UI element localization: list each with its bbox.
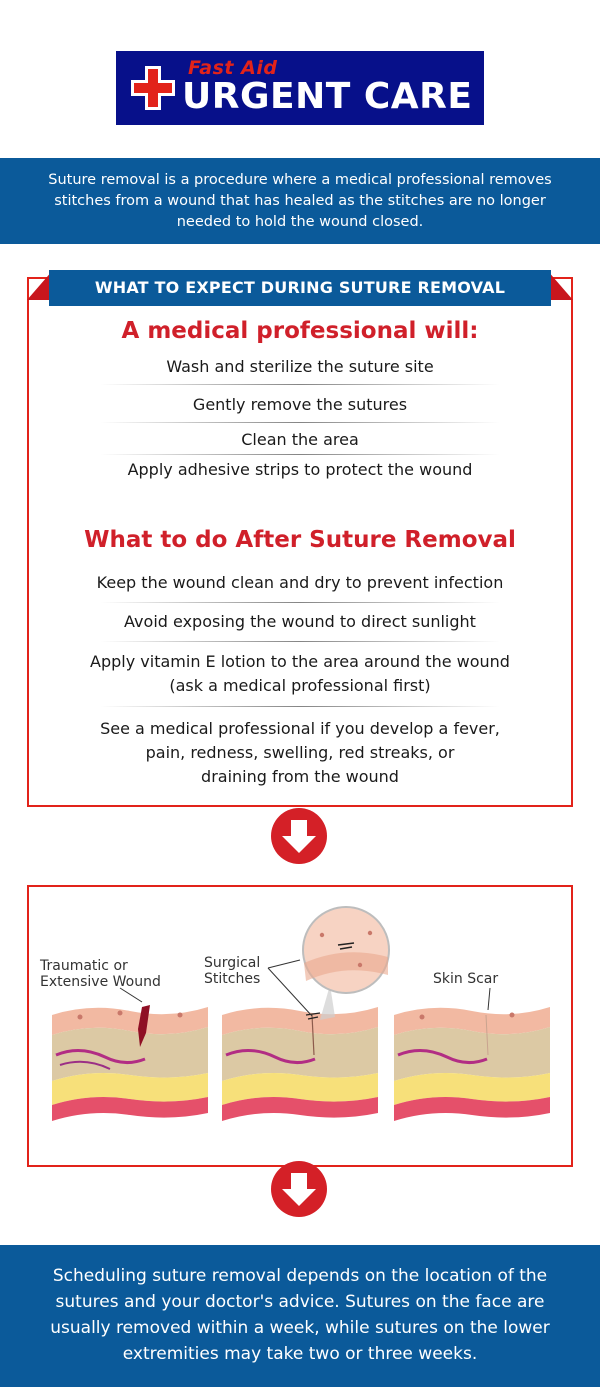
divider <box>100 641 500 642</box>
section1-item: Clean the area <box>241 430 359 449</box>
outro-band <box>0 1245 600 1387</box>
banner-title: WHAT TO EXPECT DURING SUTURE REMOVAL <box>49 270 551 306</box>
label-scar: Skin Scar <box>433 971 499 987</box>
section1-item: Wash and sterilize the suture site <box>166 357 434 376</box>
item-line: Apply vitamin E lotion to the area around the wound <box>90 652 510 671</box>
divider <box>100 602 500 603</box>
arrow-down-icon <box>270 1160 328 1218</box>
divider <box>100 706 500 707</box>
logo-large-text: URGENT CARE <box>182 76 473 117</box>
divider <box>100 454 500 455</box>
logo <box>116 51 484 125</box>
section1-heading: A medical professional will: <box>121 318 479 344</box>
label-line: Surgical <box>204 955 261 971</box>
section2-item <box>27 717 573 789</box>
label-pointers <box>0 940 600 1040</box>
section2-item <box>27 571 573 595</box>
arrow-down-icon <box>270 807 328 865</box>
red-cross-icon <box>128 63 178 113</box>
section1-item: Gently remove the sutures <box>192 395 408 414</box>
section2-heading: What to do After Suture Removal <box>84 527 516 553</box>
item-line: pain, redness, swelling, red streaks, or <box>145 743 455 762</box>
divider <box>100 422 500 423</box>
item-line: (ask a medical professional first) <box>169 676 431 695</box>
intro-text: Suture removal is a procedure where a medical professional removes stitches from a wound that has healed as the stitches are no longer needed to hold the wound closed. <box>48 172 552 230</box>
item-line: See a medical professional if you develop a fever, <box>100 719 500 738</box>
item-line: Keep the wound clean and dry to prevent infection <box>96 573 504 592</box>
label-line: Extensive Wound <box>40 974 161 990</box>
item-line: Avoid exposing the wound to direct sunlight <box>124 612 476 631</box>
logo-small-text: Fast Aid <box>188 57 278 79</box>
outro-text: Scheduling suture removal depends on the location of the sutures and your doctor's advice. Sutures on the face are usually removed within a week, while sutures on the lower extremities may take two or three weeks. <box>50 1266 550 1364</box>
intro-band <box>0 158 600 244</box>
item-line: draining from the wound <box>201 767 399 786</box>
label-line: Stitches <box>204 971 261 987</box>
divider <box>100 384 500 385</box>
section-banner <box>27 270 573 308</box>
section2-item <box>27 610 573 634</box>
label-line: Traumatic or <box>40 958 128 974</box>
section1-item: Apply adhesive strips to protect the wound <box>127 460 473 479</box>
section2-item <box>27 650 573 698</box>
